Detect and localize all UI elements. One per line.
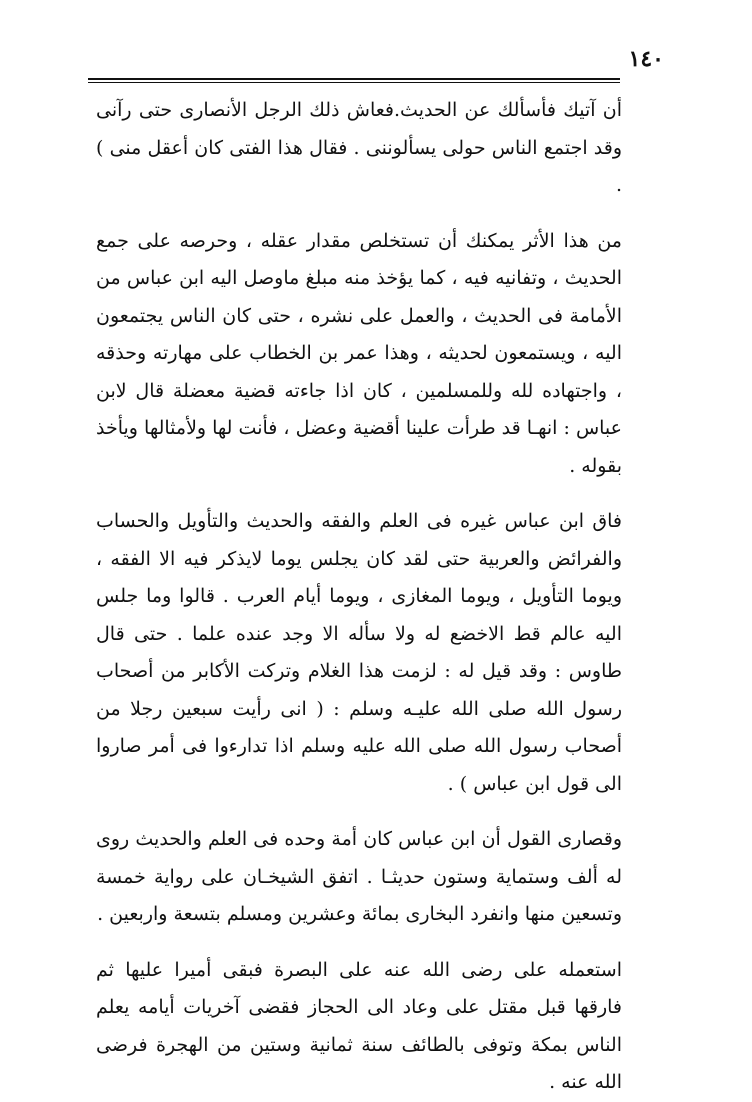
header-rule-thin [88,82,620,83]
body-text [96,92,622,1102]
paragraph-5: استعمله على رضى الله عنه على البصرة فبقى أميرا عليها ثم فارقها قبل مقتل على وعاد الى الحجاز فقضى آخريات أيامه يعلم الناس بمكة وتوفى بالطائف سنة ثمانية وستين من الهجرة فرضى الله عنه . [96,958,622,1093]
header-rule [88,78,620,80]
page-number: ١٤٠ [628,46,664,72]
paragraph-2: من هذا الأثر يمكنك أن تستخلص مقدار عقله ، وحرصه على جمع الحديث ، وتفانيه فيه ، كما يؤخذ منه مبلغ ماوصل اليه ابن عباس من الأمامة فى الحديث ، والعمل على نشره ، حتى كان الناس يجتمعون اليه ، ويستمعون لحديثه ، وهذا عمر بن الخطاب على مهارته وحذقه ، واجتهاده لله وللمسلمين ، كان اذا جاءته قضية معضلة قال لابن عباس : انهـا قد طرأت علينا أقضية وعضل ، فأنت لها ولأمثالها ويأخذ بقوله . [96,229,622,477]
paragraph-3: فاق ابن عباس غيره فى العلم والفقه والحديث والتأويل والحساب والفرائض والعربية حتى لقد كان يجلس يوما لايذكر فيه الا الفقه ، ويوما التأويل ، ويوما المغازى ، ويوما أيام العرب . قالوا وما جلس اليه عالم قط الاخضع له ولا سأله الا وجد عنده علما . حتى قال طاوس : وقد قيل له : لزمت هذا الغلام وتركت الأكابر من أصحاب رسول الله صلى الله عليـه وسلم : ( انى رأيت سبعين رجلا من أصحاب رسول الله صلى الله عليه وسلم اذا تدارءوا فى أمر صاروا الى قول ابن عباس ) . [96,510,622,795]
paragraph-1: أن آتيك فأسألك عن الحديث.فعاش ذلك الرجل الأنصارى حتى رآنى وقد اجتمع الناس حولى يسألوننى . فقال هذا الفتى كان أعقل منى ) . [96,99,622,196]
paragraph-4: وقصارى القول أن ابن عباس كان أمة وحده فى العلم والحديث روى له ألف وستماية وستون حديثـا . اتفق الشيخـان على رواية خمسة وتسعين منها وانفرد البخارى بمائة وعشرين ومسلم بتسعة واربعين . [96,828,622,925]
